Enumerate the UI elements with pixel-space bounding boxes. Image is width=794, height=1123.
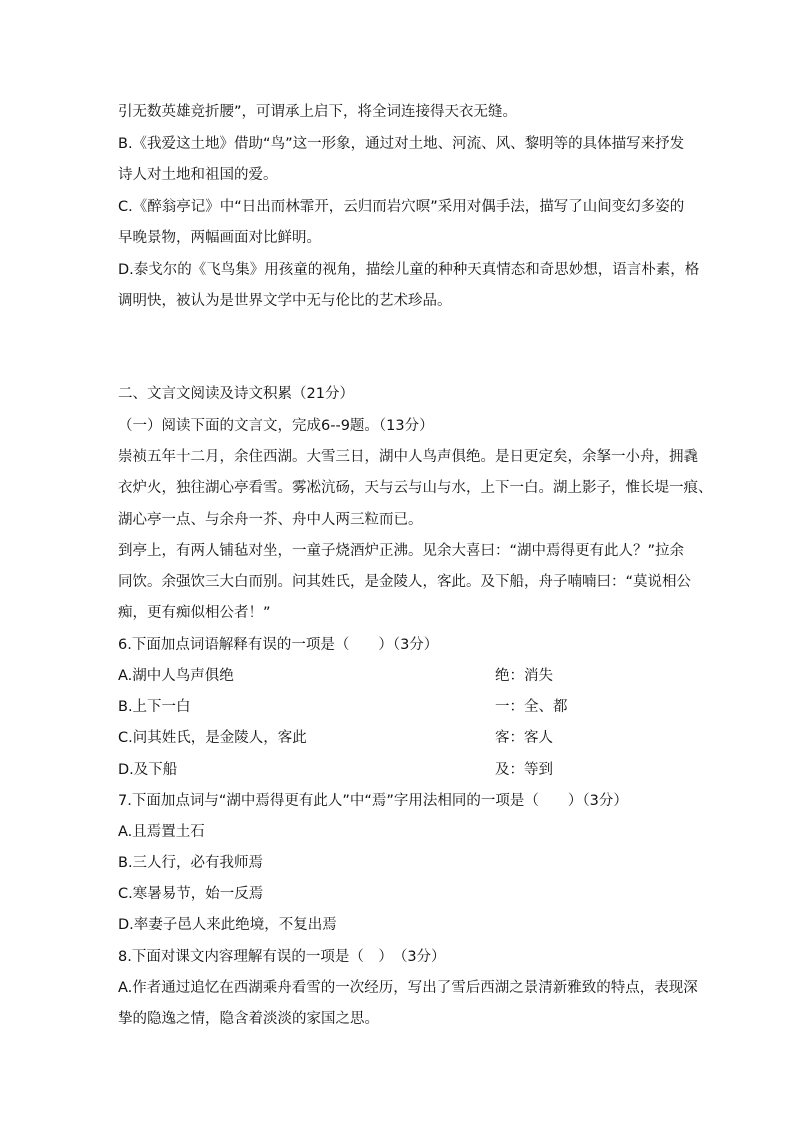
option-c-line-2: 早晚景物，两幅画面对比鲜明。	[118, 230, 321, 246]
q6-option-gloss: 一：全、都	[495, 699, 568, 715]
q6-option-c	[118, 728, 553, 748]
q7-option-c: C.寒暑易节，始一反焉	[118, 886, 264, 902]
passage-line: 同饮。余强饮三大白而别。问其姓氏，是金陵人，客此。及下船，舟子喃喃曰：“莫说相公	[118, 574, 692, 590]
passage-line: 崇祯五年十二月，余住西湖。大雪三日，湖中人鸟声俱绝。是日更定矣，余拏一小舟，拥毳	[118, 449, 698, 465]
question-6-stem: 6.下面加点词语解释有误的一项是（ ）（3分）	[118, 637, 439, 653]
question-7-stem: 7.下面加点词与“湖中焉得更有此人”中“焉”字用法相同的一项是（ ）（3分）	[118, 793, 628, 809]
option-d-line-2: 调明快，被认为是世界文学中无与伦比的艺术珍品。	[118, 293, 452, 309]
passage-line: 痴，更有痴似相公者！”	[118, 605, 271, 621]
passage-line: 衣炉火，独往湖心亭看雪。雾凇沆砀，天与云与山与水，上下一白。湖上影子，惟长堤一痕、	[118, 480, 713, 496]
q6-option-a	[118, 666, 553, 686]
q6-option-gloss: 及：等到	[495, 762, 553, 778]
option-d-line-1: D.泰戈尔的《飞鸟集》用孩童的视角，描绘儿童的种种天真情态和奇思妙想，语言朴素，格	[118, 262, 700, 278]
q6-option-text: D.及下船	[118, 762, 178, 778]
q6-option-text: C.问其姓氏，是金陵人，客此	[118, 730, 307, 746]
q6-option-b	[118, 697, 568, 717]
q6-option-gloss: 客：客人	[495, 730, 553, 746]
passage-line: 湖心亭一点、与余舟一芥、舟中人两三粒而已。	[118, 512, 423, 528]
q7-option-a: A.且焉置土石	[118, 824, 205, 840]
question-8-stem: 8.下面对课文内容理解有误的一项是（ ） （3分）	[118, 949, 446, 965]
q6-option-text: B.上下一白	[118, 699, 191, 715]
text-line: 引无数英雄竞折腰”，可谓承上启下，将全词连接得天衣无缝。	[118, 104, 518, 120]
q7-option-b: B.三人行，必有我师焉	[118, 855, 264, 871]
subsection-heading: （一）阅读下面的文言文，完成6--9题。（13分）	[118, 418, 434, 434]
q8-option-a-line-1: A.作者通过追忆在西湖乘舟看雪的一次经历，写出了雪后西湖之景清新雅致的特点，表现深	[118, 980, 698, 996]
q6-option-text: A.湖中人鸟声俱绝	[118, 668, 234, 684]
option-b-line-2: 诗人对土地和祖国的爱。	[118, 167, 278, 183]
passage-line: 到亭上，有两人铺毡对坐，一童子烧酒炉正沸。见余大喜曰：“湖中焉得更有此人？”拉余	[118, 543, 685, 559]
q6-option-gloss: 绝：消失	[495, 668, 553, 684]
section-heading: 二、文言文阅读及诗文积累（21分）	[118, 386, 354, 402]
option-b-line-1: B.《我爱这土地》借助“鸟”这一形象，通过对土地、河流、风、黎明等的具体描写来抒发	[118, 136, 685, 152]
q6-option-d	[118, 760, 553, 780]
option-c-line-1: C.《醉翁亭记》中“日出而林霏开，云归而岩穴暝”采用对偶手法，描写了山间变幻多姿的	[118, 199, 685, 215]
q7-option-d: D.率妻子邑人来此绝境，不复出焉	[118, 917, 337, 933]
q8-option-a-line-2: 挚的隐逸之情，隐含着淡淡的家国之思。	[118, 1011, 379, 1027]
